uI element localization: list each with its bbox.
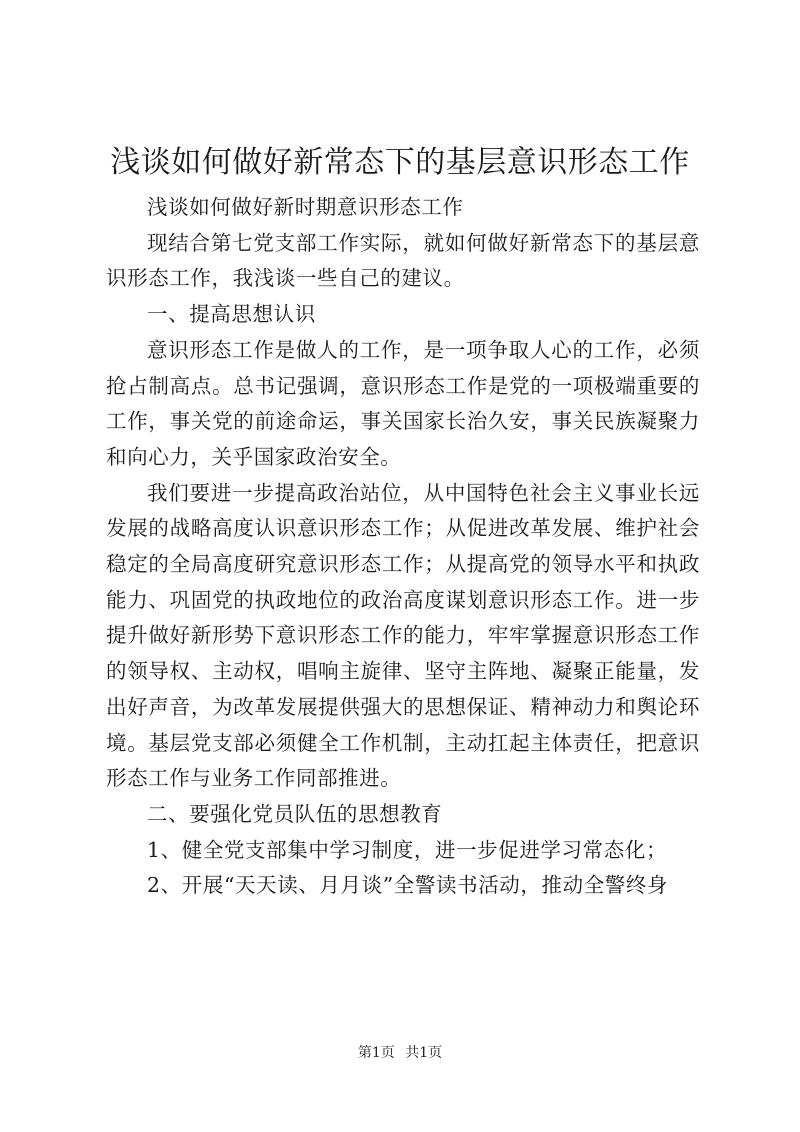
list-item: 2、开展“天天读、月月谈”全警读书活动，推动全警终身 — [147, 873, 669, 898]
list-item: 1、健全党支部集中学习制度，进一步促进学习常态化； — [147, 837, 668, 862]
document-title: 浅谈如何做好新常态下的基层意识形态工作 — [110, 145, 690, 180]
page-number: 第1页 — [357, 1045, 395, 1061]
paragraph-subtitle: 浅谈如何做好新时期意识形态工作 — [147, 195, 464, 219]
document-body — [106, 190, 700, 904]
section-heading-1: 一、提高思想认识 — [147, 302, 316, 327]
section-heading-2: 二、要强化党员队伍的思想教育 — [147, 801, 443, 826]
page-total: 共1页 — [405, 1045, 443, 1061]
paragraph: 意识形态工作是做人的工作，是一项争取人心的工作，必须抢占制高点。总书记强调，意识形态工作是党的一项极端重要的工作，事关党的前途命运，事关国家长治久安，事关民族凝聚力和向心力，关乎国家政治安全。 — [106, 337, 700, 469]
paragraph: 我们要进一步提高政治站位，从中国特色社会主义事业长远发展的战略高度认识意识形态工作；从促进改革发展、维护社会稳定的全局高度研究意识形态工作；从提高党的领导水平和执政能力、巩固党的执政地位的政治高度谋划意识形态工作。进一步提升做好新形势下意识形态工作的能力，牢牢掌握意识形态工作的领导权、主动权，唱响主旋律、坚守主阵地、凝聚正能量，发出好声音，为改革发展提供强大的思想保证、精神动力和舆论环境。基层党支部必须健全工作机制，主动扛起主体责任，把意识形态工作与业务工作同部推进。 — [106, 480, 700, 791]
page-footer — [0, 1043, 800, 1063]
paragraph-intro: 现结合第七党支部工作实际，就如何做好新常态下的基层意识形态工作，我浅谈一些自己的建议。 — [106, 230, 700, 291]
